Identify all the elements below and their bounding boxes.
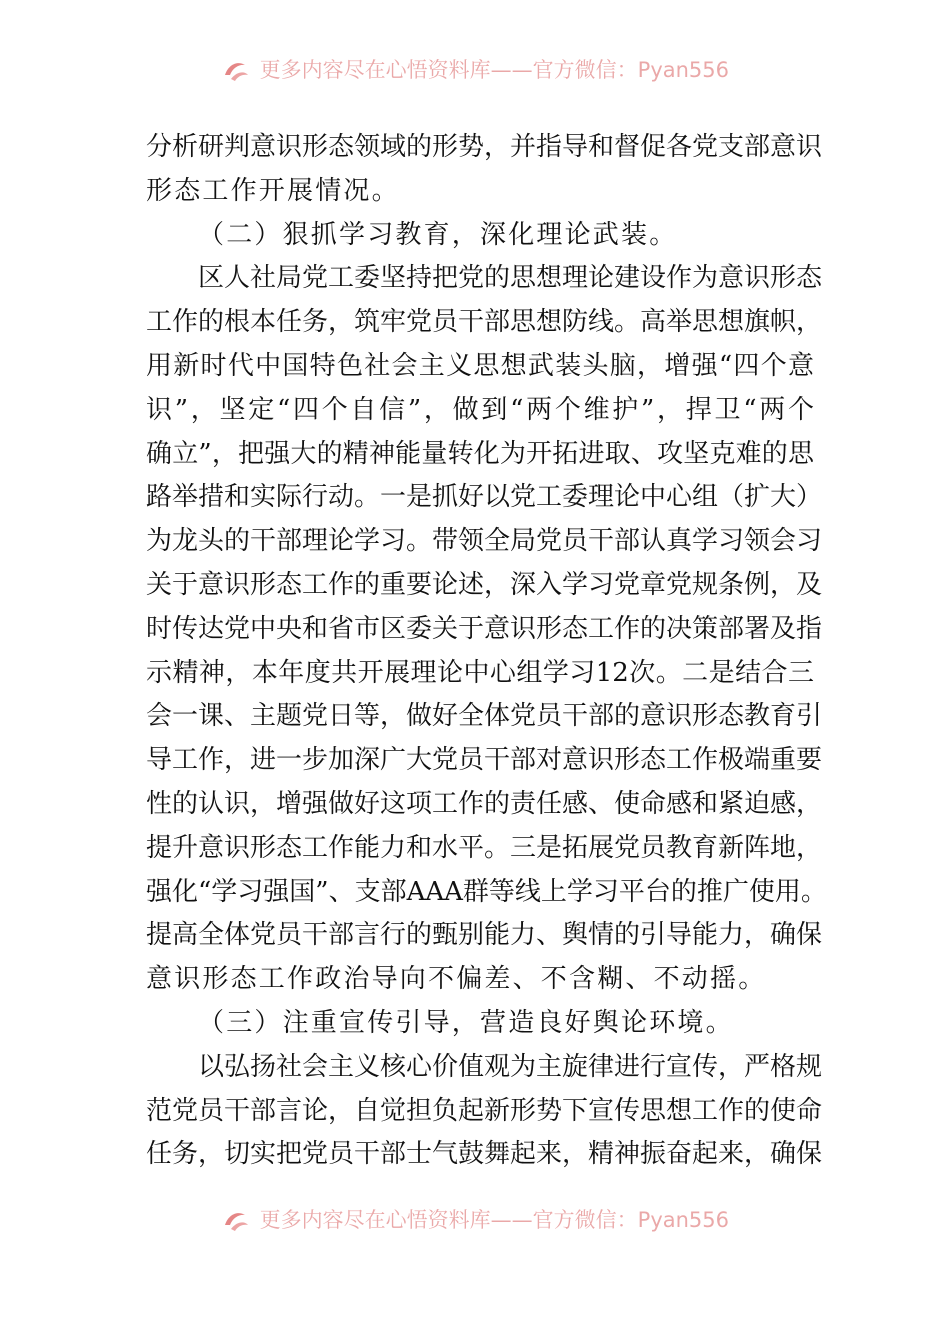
text-line: 分析研判意识形态领域的形势，并指导和督促各党支部意识 — [146, 132, 823, 162]
text-line: 路举措和实际行动。一是抓好以党工委理论中心组（扩大） — [146, 482, 823, 513]
text-line: 提高全体党员干部言行的甄别能力、舆情的引导能力，确保 — [146, 920, 823, 951]
section-heading-3: （三）注重宣传引导，营造良好舆论环境。 — [198, 1007, 734, 1038]
text-line: 意识形态工作政治导向不偏差、不含糊、不动摇。 — [146, 964, 767, 995]
text-line: 任务，切实把党员干部士气鼓舞起来，精神振奋起来，确保 — [146, 1139, 823, 1170]
text-line: 用新时代中国特色社会主义思想武装头脑，增强“四个意 — [146, 350, 814, 381]
text-line: 性的认识，增强做好这项工作的责任感、使命感和紧迫感， — [146, 788, 823, 819]
text-line: 关于意识形态工作的重要论述，深入学习党章党规条例，及 — [146, 569, 823, 600]
text-line: 导工作，进一步加深广大党员干部对意识形态工作极端重要 — [146, 745, 823, 776]
watermark-header — [0, 54, 950, 84]
text-line: 示精神，本年度共开展理论中心组学习12次。二是结合三 — [146, 657, 814, 688]
text-line: 会一课、主题党日等，做好全体党员干部的意识形态教育引 — [146, 701, 823, 732]
text-line: 识”，坚定“四个自信”，做到“两个维护”，捍卫“两个 — [146, 394, 814, 425]
watermark-text: 更多内容尽在心悟资料库——官方微信：Pyan556 — [259, 1208, 730, 1232]
text-line: 提升意识形态工作能力和水平。三是拓展党员教育新阵地， — [146, 832, 823, 863]
text-line: 强化“学习强国”、支部AAA群等线上学习平台的推广使用。 — [146, 876, 827, 907]
logo-icon — [221, 57, 251, 83]
text-line: 形态工作开展情况。 — [146, 175, 400, 206]
text-line: 时传达党中央和省市区委关于意识形态工作的决策部署及指 — [146, 613, 823, 644]
text-line: 以弘扬社会主义核心价值观为主旋律进行宣传，严格规 — [198, 1051, 823, 1082]
document-body — [146, 126, 827, 1177]
text-line: 为龙头的干部理论学习。带领全局党员干部认真学习领会习 — [146, 526, 823, 557]
section-heading-2: （二）狠抓学习教育，深化理论武装。 — [198, 219, 678, 250]
text-line: 范党员干部言论，自觉担负起新形势下宣传思想工作的使命 — [146, 1095, 823, 1126]
text-line: 工作的根本任务，筑牢党员干部思想防线。高举思想旗帜， — [146, 307, 823, 338]
text-line: 确立”，把强大的精神能量转化为开拓进取、攻坚克难的思 — [146, 438, 814, 469]
logo-icon — [221, 1207, 251, 1233]
watermark-footer — [0, 1204, 950, 1234]
watermark-text: 更多内容尽在心悟资料库——官方微信：Pyan556 — [259, 58, 730, 82]
text-line: 区人社局党工委坚持把党的思想理论建设作为意识形态 — [198, 263, 823, 294]
